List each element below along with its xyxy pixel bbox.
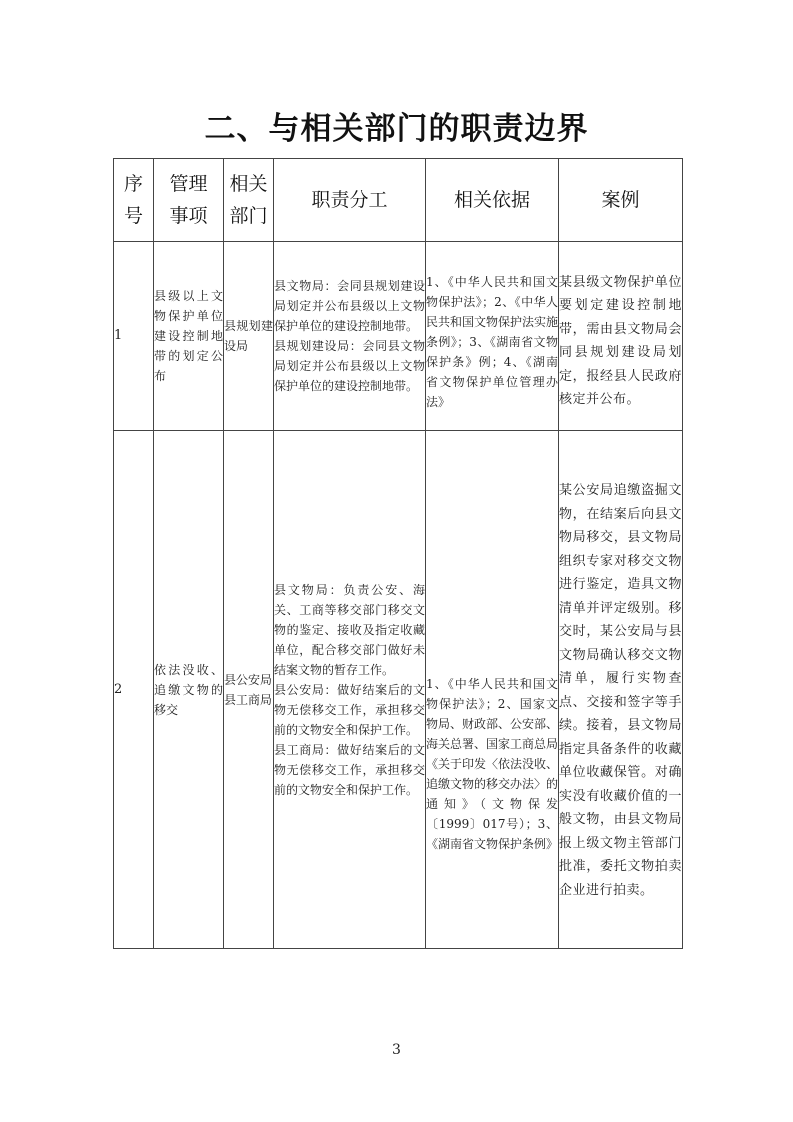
header-basis: 相关依据 (426, 159, 559, 242)
table-header-row (114, 159, 683, 242)
header-item: 管理 事项 (154, 159, 224, 242)
page-title: 二、与相关部门的职责边界 (204, 111, 589, 147)
row-item: 县级以上文物保护单位建设控制地带的划定公布 (154, 242, 224, 431)
row-dept: 县公安局 县工商局 (224, 431, 274, 949)
row-basis (426, 431, 559, 949)
row-case-text: 某县级文物保护单位要划定建设控制地带，需由县文物局会同县规划建设局划定，报经县人民政府核定并公布。 (559, 274, 682, 407)
row-case-text: 某公安局追缴盗掘文物，在结案后向县文物局移交，县文物局组织专家对移交文物进行鉴定，造具文物清单并评定级别。移交时，某公安局与县文物局确认移交文物清单，履行实物查点、交接和签字等手续。接着，县文物局指定具备条件的收藏单位收藏保管。对确实没有收藏价值的一般文物，由县文物局报上级文物主管部门批准，委托文物拍卖企业进行拍卖。 (559, 483, 682, 898)
row-basis (426, 242, 559, 431)
row-seq: 2 (114, 431, 154, 949)
row-duty: 县文物局：会同县规划建设局划定并公布县级以上文物保护单位的建设控制地带。 县规划建设局：会同县文物局划定并公布县级以上文物保护单位的建设控制地带。 (274, 242, 426, 431)
header-seq: 序 号 (114, 159, 154, 242)
responsibility-table (113, 158, 683, 949)
header-dept: 相关 部门 (224, 159, 274, 242)
header-case: 案例 (559, 159, 683, 242)
row-basis-text: 1、《中华人民共和国文物保护法》；2、国家文物局、财政部、公安部、海关总署、国家工商总局《关于印发〈依法没收、追缴文物的移交办法〉的通知》（文物保发〔1999〕017号）；3、《湖南省文物保护条例》 (426, 676, 559, 851)
page-number: 3 (392, 1042, 401, 1058)
table-row (114, 242, 683, 431)
row-case (559, 431, 683, 949)
row-duty: 县文物局：负责公安、海关、工商等移交部门移交文物的鉴定、接收及指定收藏单位，配合移交部门做好未结案文物的暂存工作。 县公安局：做好结案后的文物无偿移交工作，承担移交前的文物安全和保护工作。 县工商局：做好结案后的文物无偿移交工作，承担移交前的文物安全和保护工作。 (274, 431, 426, 949)
row-item: 依法没收、追缴文物的移交 (154, 431, 224, 949)
header-duty: 职责分工 (274, 159, 426, 242)
row-basis-text: 1、《中华人民共和国文物保护法》；2、《中华人民共和国文物保护法实施条例》；3、《湖南省文物保护条》例；4、《湖南省文物保护单位管理办法》 (426, 275, 559, 409)
row-case (559, 242, 683, 431)
row-seq: 1 (114, 242, 154, 431)
table-row (114, 431, 683, 949)
row-dept: 县规划建设局 (224, 242, 274, 431)
